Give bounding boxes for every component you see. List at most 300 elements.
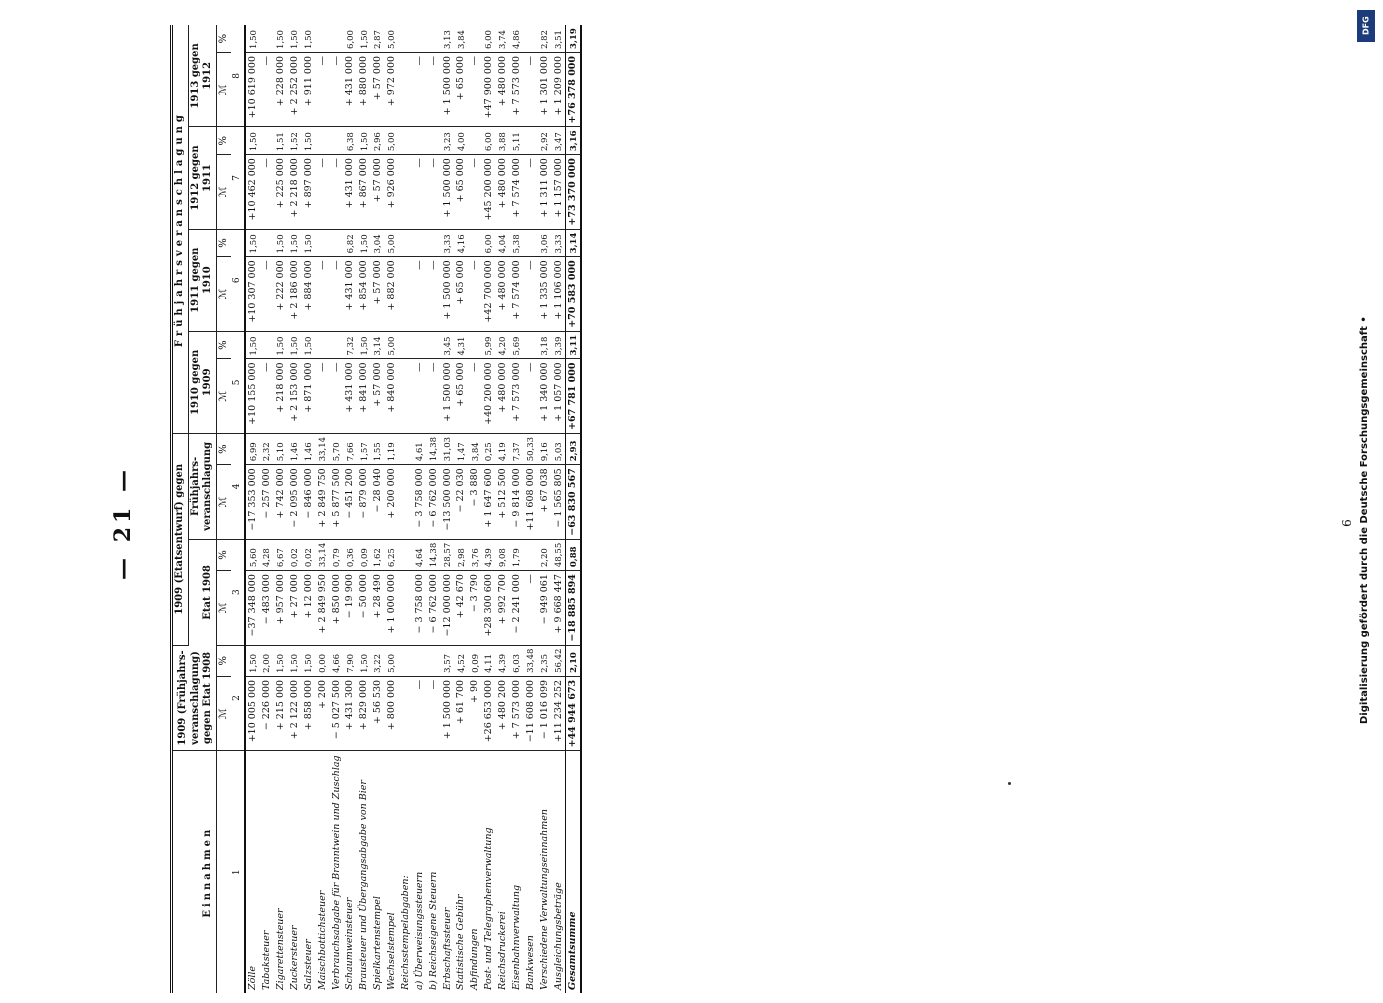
amount-cell: + 2 186 000 — [288, 257, 302, 331]
percent-cell: 5,00 — [385, 331, 399, 359]
percent-cell: 56,42 — [552, 645, 566, 676]
amount-cell: — — [413, 257, 427, 331]
percent-cell: 4,39 — [482, 539, 496, 570]
percent-cell: 1,51 — [274, 127, 288, 155]
amount-cell: + 884 000 — [302, 257, 316, 331]
percent-cell — [399, 229, 413, 257]
percent-cell — [399, 539, 413, 570]
amount-cell: + 1 500 000 — [441, 155, 455, 229]
percent-cell: 1,50 — [245, 25, 260, 52]
amount-cell: — — [413, 676, 427, 750]
unit-mark: ℳ — [216, 52, 231, 126]
percent-cell — [524, 331, 538, 359]
percent-cell: 1,79 — [510, 539, 524, 570]
page-footer-number: 6 — [1340, 519, 1354, 527]
percent-cell: 4,61 — [413, 433, 427, 464]
amount-cell: + 1 106 000 — [552, 257, 566, 331]
amount-cell: + 829 000 — [357, 676, 371, 750]
percent-cell — [413, 645, 427, 676]
row-label: Reichsdruckerei — [497, 911, 508, 990]
amount-cell — [399, 676, 413, 750]
table-row — [552, 25, 566, 993]
percent-cell: 2,10 — [566, 645, 581, 676]
rotated-document-page — [100, 0, 1354, 1003]
percent-cell: 6,00 — [482, 229, 496, 257]
table-row — [510, 25, 524, 993]
amount-cell: +40 200 000 — [482, 359, 496, 433]
amount-cell: −17 353 000 — [245, 465, 260, 539]
amount-cell: + 512 500 — [496, 465, 510, 539]
percent-cell — [260, 127, 274, 155]
amount-cell: + 480 200 — [496, 676, 510, 750]
row-label: Zuckersteuer — [288, 925, 300, 990]
amount-cell: + 7 574 000 — [510, 155, 524, 229]
amount-cell: — — [468, 52, 482, 126]
table-row — [245, 25, 260, 993]
percent-cell: 5,60 — [245, 539, 260, 570]
percent-cell: 2,20 — [538, 539, 552, 570]
table-row — [427, 25, 441, 993]
amount-cell — [399, 359, 413, 433]
amount-cell: + 65 000 — [454, 257, 468, 331]
table-row — [288, 25, 302, 993]
percent-cell: 1,47 — [454, 433, 468, 464]
percent-cell: 4,11 — [482, 645, 496, 676]
table-row — [468, 25, 482, 993]
table-row — [538, 25, 552, 993]
percent-cell: 1,50 — [357, 645, 371, 676]
percent-cell: 4,00 — [454, 127, 468, 155]
unit-blank — [216, 751, 231, 993]
percent-cell: 3,04 — [371, 229, 385, 257]
amount-cell: — — [413, 155, 427, 229]
amount-cell: — — [524, 52, 538, 126]
col-header-fruehjahr: Frühjahrs-veranschlagung — [188, 433, 216, 539]
percent-cell: 6,00 — [482, 127, 496, 155]
percent-cell: 1,50 — [357, 229, 371, 257]
row-label: Gesamtsumme — [566, 751, 581, 993]
amount-cell: + 480 000 — [496, 257, 510, 331]
amount-cell: −18 885 894 — [566, 571, 581, 645]
percent-cell: 2,93 — [566, 433, 581, 464]
percent-cell — [427, 25, 441, 52]
col-header-1909-vs-1908: 1909 (Frühjahrs-veranschlagung) gegen Etat 1908 — [172, 645, 217, 751]
amount-cell: −63 830 567 — [566, 465, 581, 539]
table-row — [385, 25, 399, 993]
row-label: Tabaksteuer — [261, 930, 273, 990]
amount-cell: +10 005 000 — [245, 676, 260, 750]
amount-cell: +11 608 000 — [524, 465, 538, 539]
percent-cell — [316, 25, 330, 52]
amount-cell: + 2 252 000 — [288, 52, 302, 126]
percent-cell: 1,50 — [357, 331, 371, 359]
amount-cell: +47 900 000 — [482, 52, 496, 126]
percent-cell: 2,32 — [260, 433, 274, 464]
total-row — [566, 25, 581, 993]
amount-cell: + 90 — [468, 676, 482, 750]
amount-cell: — — [260, 155, 274, 229]
percent-cell: 1,50 — [302, 331, 316, 359]
amount-cell: −12 000 000 — [441, 571, 455, 645]
amount-cell: + 5 877 500 — [330, 465, 344, 539]
amount-cell: + 1 335 000 — [538, 257, 552, 331]
percent-cell: 2,35 — [538, 645, 552, 676]
amount-cell: + 1 157 000 — [552, 155, 566, 229]
percent-cell: 3,06 — [538, 229, 552, 257]
amount-cell: + 57 000 — [371, 257, 385, 331]
percent-cell: 9,16 — [538, 433, 552, 464]
percent-cell — [330, 331, 344, 359]
percent-cell: 5,10 — [274, 433, 288, 464]
amount-cell: +28 300 600 — [482, 571, 496, 645]
row-label: Erbschaftssteuer — [441, 907, 453, 990]
amount-cell: − 22 030 — [454, 465, 468, 539]
amount-cell: — — [413, 52, 427, 126]
amount-cell: + 12 000 — [302, 571, 316, 645]
amount-cell: + 800 000 — [385, 676, 399, 750]
percent-cell — [260, 331, 274, 359]
percent-cell: 3,88 — [496, 127, 510, 155]
percent-cell: 3,84 — [454, 25, 468, 52]
amount-cell: + 858 000 — [302, 676, 316, 750]
percent-cell — [413, 25, 427, 52]
amount-cell: − 50 000 — [357, 571, 371, 645]
amount-cell: — — [427, 52, 441, 126]
percent-cell: 2,82 — [538, 25, 552, 52]
percent-cell: 5,38 — [510, 229, 524, 257]
percent-cell — [427, 127, 441, 155]
amount-cell: — — [316, 155, 330, 229]
percent-cell: 0,25 — [482, 433, 496, 464]
col-header-1911-vs-1910: 1911 gegen 1910 — [188, 229, 216, 331]
table-row — [316, 25, 330, 993]
percent-cell: 28,57 — [441, 539, 455, 570]
percent-cell — [468, 331, 482, 359]
percent-cell — [330, 229, 344, 257]
dfg-logo — [1357, 10, 1375, 42]
percent-cell: 1,57 — [357, 433, 371, 464]
unit-pct: % — [216, 25, 231, 52]
amount-cell: +10 307 000 — [245, 257, 260, 331]
amount-cell: + 228 000 — [274, 52, 288, 126]
percent-cell: 7,37 — [510, 433, 524, 464]
percent-cell: 3,74 — [496, 25, 510, 52]
amount-cell: — — [330, 155, 344, 229]
row-label: b) Reichseigene Steuern — [427, 871, 439, 990]
percent-cell: 1,50 — [245, 331, 260, 359]
amount-cell — [399, 155, 413, 229]
row-label: Abfindungen — [469, 928, 481, 990]
percent-cell — [260, 25, 274, 52]
percent-cell — [316, 127, 330, 155]
amount-cell: + 215 000 — [274, 676, 288, 750]
percent-cell — [399, 127, 413, 155]
credit-text: Digitalisierung gefördert durch die Deutsche Forschungsgemeinschaft • — [1359, 316, 1370, 724]
col-number: 3 — [231, 539, 245, 645]
col-header-etat-1908: Etat 1908 — [188, 539, 216, 645]
page-number-header: — 21 — — [110, 466, 136, 580]
amount-cell: + 911 000 — [302, 52, 316, 126]
percent-cell — [399, 25, 413, 52]
col-number: 1 — [231, 751, 245, 993]
amount-cell: +26 653 000 — [482, 676, 496, 750]
amount-cell: +44 944 673 — [566, 676, 581, 750]
table-row — [482, 25, 496, 993]
amount-cell: − 3 790 — [468, 571, 482, 645]
unit-mark: ℳ — [216, 155, 231, 229]
percent-cell — [524, 539, 538, 570]
amount-cell: + 2 849 750 — [316, 465, 330, 539]
amount-cell: — — [413, 359, 427, 433]
percent-cell: 3,39 — [552, 331, 566, 359]
amount-cell: — — [524, 257, 538, 331]
amount-cell: + 42 670 — [454, 571, 468, 645]
percent-cell: 0,88 — [566, 539, 581, 570]
amount-cell: + 480 000 — [496, 359, 510, 433]
amount-cell — [399, 52, 413, 126]
amount-cell: +10 462 000 — [245, 155, 260, 229]
amount-cell: + 871 000 — [302, 359, 316, 433]
table-row — [274, 25, 288, 993]
amount-cell: + 2 849 950 — [316, 571, 330, 645]
percent-cell: 4,19 — [496, 433, 510, 464]
amount-cell: + 57 000 — [371, 359, 385, 433]
amount-cell: — — [316, 257, 330, 331]
amount-cell — [399, 571, 413, 645]
amount-cell: + 431 000 — [343, 257, 357, 331]
amount-cell: + 1 209 000 — [552, 52, 566, 126]
percent-cell: 1,46 — [302, 433, 316, 464]
amount-cell: − 19 900 — [343, 571, 357, 645]
percent-cell: 3,33 — [441, 229, 455, 257]
col-number: 6 — [231, 229, 245, 331]
unit-pct: % — [216, 127, 231, 155]
unit-mark: ℳ — [216, 257, 231, 331]
col-header-1910-vs-1909: 1910 gegen 1909 — [188, 331, 216, 433]
percent-cell — [468, 25, 482, 52]
amount-cell: + 882 000 — [385, 257, 399, 331]
amount-cell: + 218 000 — [274, 359, 288, 433]
percent-cell — [524, 127, 538, 155]
percent-cell: 5,11 — [510, 127, 524, 155]
percent-cell — [468, 229, 482, 257]
unit-mark: ℳ — [216, 571, 231, 645]
percent-cell: 5,69 — [510, 331, 524, 359]
amount-cell: — — [468, 359, 482, 433]
unit-pct: % — [216, 539, 231, 570]
percent-cell — [399, 433, 413, 464]
amount-cell: + 9 668 447 — [552, 571, 566, 645]
amount-cell: − 6 762 000 — [427, 465, 441, 539]
amount-cell: + 431 000 — [343, 52, 357, 126]
amount-cell: + 431 000 — [343, 359, 357, 433]
amount-cell: — — [468, 257, 482, 331]
percent-cell: 7,32 — [343, 331, 357, 359]
unit-pct: % — [216, 229, 231, 257]
row-label: Bankwesen — [524, 935, 536, 990]
amount-cell: +67 781 000 — [566, 359, 581, 433]
unit-mark: ℳ — [216, 359, 231, 433]
amount-cell: + 225 000 — [274, 155, 288, 229]
amount-cell: — — [316, 52, 330, 126]
percent-cell: 3,45 — [441, 331, 455, 359]
unit-pct: % — [216, 433, 231, 464]
unit-mark: ℳ — [216, 676, 231, 750]
table-row — [454, 25, 468, 993]
percent-cell: 1,46 — [288, 433, 302, 464]
amount-cell: + 1 340 000 — [538, 359, 552, 433]
amount-cell: +70 583 000 — [566, 257, 581, 331]
row-label: Zigarettensteuer — [275, 908, 286, 990]
percent-cell: 4,16 — [454, 229, 468, 257]
percent-cell: 2,00 — [260, 645, 274, 676]
amount-cell: + 56 530 — [371, 676, 385, 750]
amount-cell: − 3 758 000 — [413, 571, 427, 645]
percent-cell: 33,14 — [316, 433, 330, 464]
amount-cell: + 926 000 — [385, 155, 399, 229]
percent-cell: 1,50 — [302, 25, 316, 52]
percent-cell: 3,51 — [552, 25, 566, 52]
percent-cell: 1,50 — [288, 229, 302, 257]
amount-cell: + 1 500 000 — [441, 676, 455, 750]
amount-cell: + 992 700 — [496, 571, 510, 645]
table-row — [399, 25, 413, 993]
percent-cell: 7,66 — [343, 433, 357, 464]
percent-cell: 3,33 — [552, 229, 566, 257]
amount-cell: + 7 573 000 — [510, 52, 524, 126]
table-row — [302, 25, 316, 993]
percent-cell: 1,50 — [274, 229, 288, 257]
table-row — [371, 25, 385, 993]
col-header-einnahmen: Einnahmen — [172, 751, 217, 993]
amount-cell: + 850 000 — [330, 571, 344, 645]
row-label: Spielkartenstempel — [372, 896, 384, 990]
amount-cell: + 2 153 000 — [288, 359, 302, 433]
percent-cell: 1,52 — [288, 127, 302, 155]
amount-cell: — — [427, 676, 441, 750]
table-row — [357, 25, 371, 993]
amount-cell: − 846 000 — [302, 465, 316, 539]
amount-cell: + 7 573 000 — [510, 676, 524, 750]
amount-cell: + 841 000 — [357, 359, 371, 433]
row-label: Ausgleichungsbeträge — [552, 882, 564, 990]
percent-cell: 3,57 — [441, 645, 455, 676]
amount-cell: − 257 000 — [260, 465, 274, 539]
amount-cell: + 67 038 — [538, 465, 552, 539]
percent-cell: 1,50 — [357, 127, 371, 155]
row-label: a) Überweisungssteuern — [413, 871, 425, 990]
col-number: 8 — [231, 25, 245, 127]
row-label: Reichsstempelabgaben: — [399, 875, 411, 990]
percent-cell: 3,11 — [566, 331, 581, 359]
percent-cell: 6,00 — [482, 25, 496, 52]
percent-cell: 1,55 — [371, 433, 385, 464]
percent-cell: 3,14 — [566, 229, 581, 257]
percent-cell: 5,70 — [330, 433, 344, 464]
digitization-credit — [1357, 10, 1377, 990]
percent-cell: 5,03 — [552, 433, 566, 464]
col-header-1912-vs-1911: 1912 gegen 1911 — [188, 127, 216, 229]
unit-pct: % — [216, 645, 231, 676]
row-label: Eisenbahnverwaltung — [510, 884, 522, 990]
amount-cell: — — [330, 257, 344, 331]
percent-cell: 1,50 — [245, 645, 260, 676]
percent-cell: 6,00 — [343, 25, 357, 52]
percent-cell: 14,38 — [427, 433, 441, 464]
amount-cell: − 451 200 — [343, 465, 357, 539]
amount-cell: + 1 500 000 — [441, 52, 455, 126]
dfg-logo-text: DFG — [1361, 16, 1371, 36]
percent-cell: 4,39 — [496, 645, 510, 676]
amount-cell: + 867 000 — [357, 155, 371, 229]
amount-cell: + 854 000 — [357, 257, 371, 331]
amount-cell: + 27 000 — [288, 571, 302, 645]
table-row — [260, 25, 274, 993]
amount-cell: − 1 565 805 — [552, 465, 566, 539]
amount-cell: + 1 647 600 — [482, 465, 496, 539]
percent-cell: 4,86 — [510, 25, 524, 52]
amount-cell: + 65 000 — [454, 359, 468, 433]
percent-cell — [468, 127, 482, 155]
percent-cell: 1,50 — [274, 25, 288, 52]
percent-cell: 3,84 — [468, 433, 482, 464]
percent-cell: 1,50 — [274, 331, 288, 359]
col-number: 7 — [231, 127, 245, 229]
percent-cell: 5,00 — [385, 229, 399, 257]
percent-cell: 6,67 — [274, 539, 288, 570]
percent-cell — [524, 229, 538, 257]
percent-cell: 5,99 — [482, 331, 496, 359]
percent-cell: 1,50 — [288, 645, 302, 676]
amount-cell: + 7 573 000 — [510, 359, 524, 433]
row-label: Verschiedene Verwaltungseinnahmen — [538, 808, 550, 990]
percent-cell: 1,50 — [274, 645, 288, 676]
percent-cell: 0,02 — [302, 539, 316, 570]
percent-cell: 3,16 — [566, 127, 581, 155]
amount-cell: — — [524, 359, 538, 433]
percent-cell: 1,50 — [302, 229, 316, 257]
amount-cell: — — [316, 359, 330, 433]
percent-cell: 31,03 — [441, 433, 455, 464]
percent-cell: 0,79 — [330, 539, 344, 570]
amount-cell: + 431 000 — [343, 155, 357, 229]
amount-cell: + 480 000 — [496, 155, 510, 229]
percent-cell: 3,18 — [538, 331, 552, 359]
table-row — [496, 25, 510, 993]
amount-cell: +10 155 000 — [245, 359, 260, 433]
amount-cell: + 57 000 — [371, 52, 385, 126]
amount-cell: + 1 057 000 — [552, 359, 566, 433]
col-header-fruehjahr-group: Frühjahrsveranschlagung — [172, 25, 189, 433]
percent-cell — [413, 229, 427, 257]
row-label: Maischbottichsteuer — [316, 890, 328, 990]
percent-cell — [316, 331, 330, 359]
percent-cell: 4,28 — [260, 539, 274, 570]
amount-cell: + 65 000 — [454, 52, 468, 126]
amount-cell: + 222 000 — [274, 257, 288, 331]
col-number: 5 — [231, 331, 245, 433]
percent-cell: 5,00 — [385, 645, 399, 676]
page-header — [100, 43, 160, 1003]
amount-cell: − 3 758 000 — [413, 465, 427, 539]
percent-cell: 0,00 — [316, 645, 330, 676]
amount-cell: — — [330, 52, 344, 126]
amount-cell: −13 500 000 — [441, 465, 455, 539]
amount-cell: − 2 095 000 — [288, 465, 302, 539]
row-label: Wechselstempel — [386, 912, 397, 990]
amount-cell: − 28 040 — [371, 465, 385, 539]
amount-cell: + 65 000 — [454, 155, 468, 229]
